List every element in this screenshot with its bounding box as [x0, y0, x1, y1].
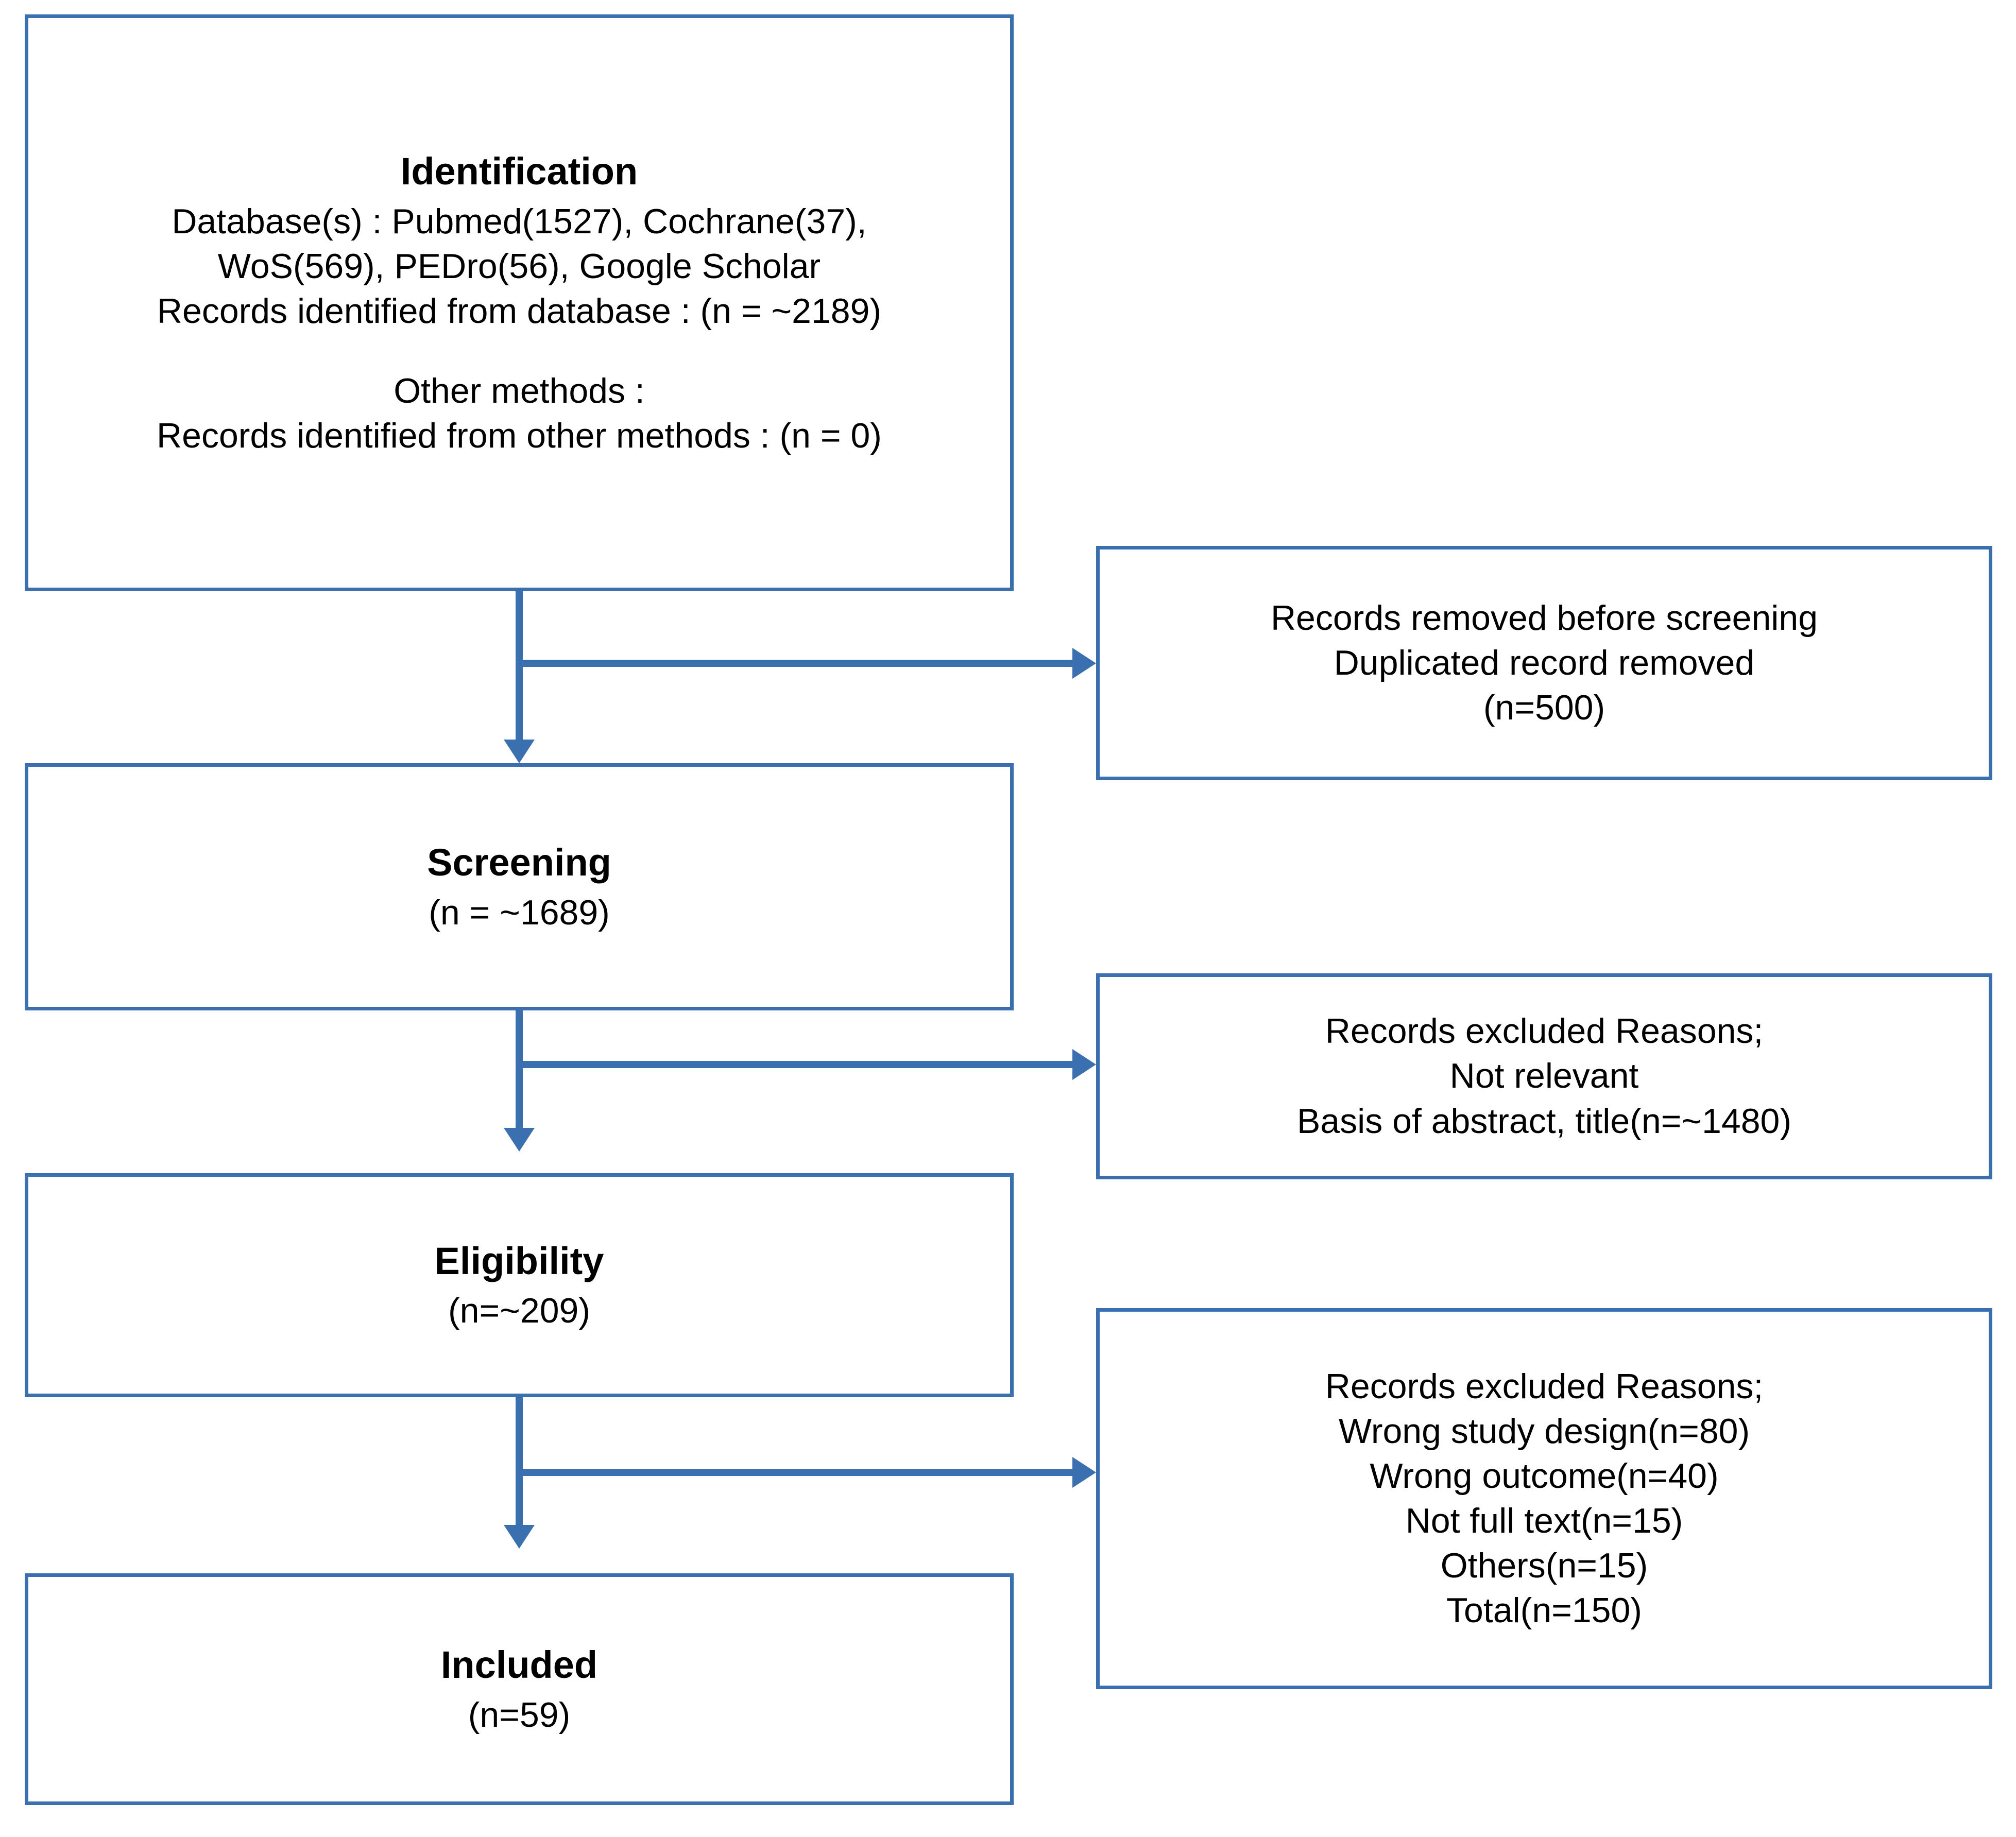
identification-box: [25, 14, 1014, 591]
arrow-screening-excluded: [1072, 1049, 1096, 1080]
arrow-eligibility-excluded: [1072, 1457, 1096, 1488]
excluded-eligibility-line-4: Not full text(n=15): [1405, 1501, 1683, 1540]
connector-identification-removed: [516, 660, 1074, 667]
arrow-eligibility-included: [504, 1525, 535, 1549]
identification-line-2: WoS(569), PEDro(56), Google Scholar: [217, 246, 821, 286]
identification-line-3: Records identified from database : (n = ~2189): [157, 291, 882, 331]
excluded-screening-line-3: Basis of abstract, title(n=~1480): [1296, 1101, 1792, 1141]
identification-line-4: Other methods :: [394, 371, 645, 410]
screening-box: [25, 763, 1014, 1010]
excluded-eligibility-line-3: Wrong outcome(n=40): [1370, 1456, 1719, 1496]
included-count: (n=59): [468, 1695, 571, 1735]
records-excluded-screening-box: [1096, 973, 1992, 1179]
included-box: [25, 1573, 1014, 1805]
connector-screening-excluded: [516, 1061, 1074, 1068]
connector-eligibility-included: [516, 1397, 523, 1526]
eligibility-box: [25, 1173, 1014, 1397]
excluded-eligibility-line-5: Others(n=15): [1440, 1546, 1648, 1586]
excluded-screening-line-2: Not relevant: [1449, 1056, 1639, 1096]
connector-eligibility-excluded: [516, 1469, 1074, 1476]
arrow-identification-screening: [504, 740, 535, 763]
screening-title: Screening: [427, 841, 611, 884]
records-removed-box: [1096, 546, 1992, 780]
excluded-eligibility-line-1: Records excluded Reasons;: [1325, 1366, 1764, 1406]
records-removed-line-3: (n=500): [1483, 688, 1605, 728]
eligibility-title: Eligibility: [434, 1239, 604, 1282]
excluded-eligibility-line-2: Wrong study design(n=80): [1338, 1411, 1750, 1451]
records-removed-line-2: Duplicated record removed: [1334, 643, 1755, 682]
identification-title: Identification: [400, 150, 638, 193]
eligibility-count: (n=~209): [448, 1291, 590, 1331]
excluded-eligibility-line-6: Total(n=150): [1446, 1591, 1642, 1630]
arrow-screening-eligibility: [504, 1128, 535, 1152]
screening-count: (n = ~1689): [429, 892, 610, 932]
identification-line-1: Database(s) : Pubmed(1527), Cochrane(37),: [172, 201, 867, 241]
arrow-identification-removed: [1072, 648, 1096, 679]
identification-line-5: Records identified from other methods : (n = 0): [157, 416, 882, 455]
excluded-screening-line-1: Records excluded Reasons;: [1325, 1011, 1764, 1051]
included-title: Included: [440, 1643, 598, 1687]
connector-screening-eligibility: [516, 1010, 523, 1129]
records-excluded-eligibility-box: [1096, 1308, 1992, 1689]
records-removed-line-1: Records removed before screening: [1270, 598, 1818, 638]
